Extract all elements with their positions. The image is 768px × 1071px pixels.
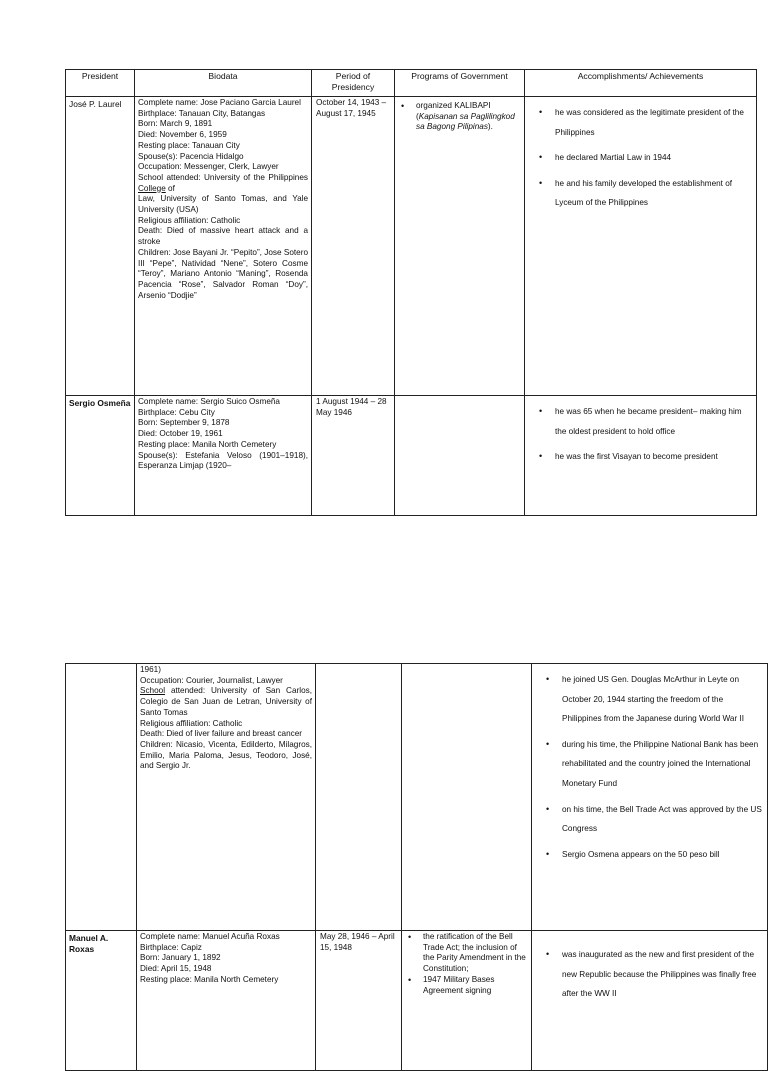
bio-line: Resting place: Tanauan City (138, 140, 240, 150)
bio-line: Spouse(s): Estefania Veloso (1901–1918), Esperanza Limjap (1920– (138, 450, 308, 471)
bio-line: Death: Died of massive heart attack and a stroke (138, 226, 308, 247)
header-president: President (66, 70, 135, 97)
list-item: • he was 65 when he became president– making him the oldest president to hold office (529, 402, 752, 441)
bio-line: Complete name: Jose Paciano Garcia Laurel (138, 98, 301, 107)
list-item: • Sergio Osmena appears on the 50 peso bill (536, 845, 763, 865)
accomplishments-cell (532, 931, 768, 1071)
bio-line: Born: March 9, 1891 (138, 119, 213, 129)
list-item: • he declared Martial Law in 1944 (529, 148, 752, 168)
president-name-cell (66, 97, 135, 396)
list-item: • was inaugurated as the new and first president of the new Republic because the Philippines was finally free after the WW II (536, 945, 763, 1004)
bio-line: Children: Nicasio, Vicenta, Edilderto, Milagros, Emilio, Maria Paloma, Jesus, Teodoro, José, and Sergio Jr. (140, 739, 312, 771)
school-text: School attended: University of the Philippines (138, 172, 308, 182)
accomplishments-cell (532, 664, 768, 931)
president-name: Sergio Osmeña (69, 398, 131, 408)
bio-line: Born: January 1, 1892 (140, 953, 221, 963)
college-link[interactable]: College (138, 183, 166, 193)
period-text: May 28, 1946 – April 15, 1948 (320, 932, 395, 952)
header-programs: Programs of Government (395, 70, 525, 97)
period-text: 1 August 1944 – 28 May 1946 (316, 397, 387, 417)
table-page-1 (65, 69, 744, 516)
programs-cell (402, 931, 532, 1071)
accomplishments-cell (525, 97, 757, 396)
presidents-table-continued (65, 663, 768, 1071)
header-row (66, 70, 757, 97)
table-row-osmena (66, 396, 757, 516)
bio-line: Death: Died of liver failure and breast cancer (140, 729, 303, 739)
bio-line: Complete name: Sergio Suico Osmeña (138, 397, 280, 406)
bio-line: Resting place: Manila North Cemetery (140, 974, 279, 984)
header-biodata: Biodata (135, 70, 312, 97)
table-page-2 (65, 663, 762, 1071)
header-period: Period of Presidency (312, 70, 395, 97)
bio-line: Born: September 9, 1878 (138, 418, 230, 428)
list-item: • he was considered as the legitimate president of the Philippines (529, 103, 752, 142)
president-name-cell (66, 931, 137, 1071)
bio-line: Died: April 15, 1948 (140, 964, 212, 974)
period-cell (312, 396, 395, 516)
president-name: Manuel A. Roxas (69, 933, 109, 954)
accomplishments-cell (525, 396, 757, 516)
list-item: • he was the first Visayan to become president (529, 447, 752, 467)
presidents-table (65, 69, 757, 516)
bio-line: Religious affiliation: Catholic (138, 215, 241, 225)
bio-line: Religious affiliation: Catholic (140, 718, 243, 728)
programs-cell (395, 396, 525, 516)
table-row-laurel (66, 97, 757, 396)
list-item: • during his time, the Philippine National Bank has been rehabilitated and the country joined the International Monetary Fund (536, 735, 763, 794)
bio-line: Died: October 19, 1961 (138, 429, 223, 439)
list-item: • on his time, the Bell Trade Act was approved by the US Congress (536, 800, 763, 839)
accomplishments-list (536, 670, 763, 864)
list-item: • 1947 Military Bases Agreement signing (404, 975, 529, 996)
list-item: • he and his family developed the establishment of Lyceum of the Philippines (529, 174, 752, 213)
bio-line: Children: Jose Bayani Jr. “Pepito”, Jose Sotero III “Pepe”, Natividad “Nene”, Sotero Cosme “Teroy”, Mariano Antonio “Maning”, Rosenda Pacencia “Rose”, Salvador Roman “Doy”, Arsenio “Dodjie” (138, 247, 308, 300)
list-item: • he joined US Gen. Douglas McArthur in Leyte on October 20, 1944 starting the freedom of the Philippines from the Japanese during World War II (536, 670, 763, 729)
school-text: attended: University of San Carlos, Colegio de San Juan de Letran, University of Santo Tomas (140, 686, 312, 717)
programs-list (404, 932, 529, 996)
period-cell (312, 97, 395, 396)
bio-line: Resting place: Manila North Cemetery (138, 439, 277, 449)
biodata-cell (137, 664, 316, 931)
bio-line: Complete name: Manuel Acuña Roxas (140, 932, 280, 941)
bio-line: Occupation: Courier, Journalist, Lawyer (140, 675, 283, 685)
biodata-cell (135, 97, 312, 396)
bio-line: Law, University of Santo Tomas, and Yale University (USA) (138, 194, 308, 215)
bio-line: Spouse(s): Pacencia Hidalgo (138, 151, 244, 161)
table-row-osmena-continued (66, 664, 768, 931)
table-row-roxas (66, 931, 768, 1071)
biodata-cell (137, 931, 316, 1071)
programs-cell (395, 97, 525, 396)
bio-school (140, 686, 312, 718)
accomplishments-list (529, 103, 752, 213)
president-name: José P. Laurel (69, 99, 122, 109)
bio-line: Birthplace: Capiz (140, 942, 202, 952)
president-name-cell (66, 396, 135, 516)
accomplishments-list (529, 402, 752, 467)
bio-line: Died: November 6, 1959 (138, 130, 227, 140)
programs-list (397, 101, 522, 133)
list-item: • the ratification of the Bell Trade Act; the inclusion of the Parity Amendment in the Constitution; (404, 932, 529, 975)
period-cell (316, 931, 402, 1071)
bio-line: Birthplace: Tanauan City, Batangas (138, 108, 266, 118)
header-accomplishments: Accomplishments/ Achievements (525, 70, 757, 97)
bio-line: Occupation: Messenger, Clerk, Lawyer (138, 162, 279, 172)
president-name-cell (66, 664, 137, 931)
period-text: October 14, 1943 – August 17, 1945 (316, 98, 387, 118)
period-cell (316, 664, 402, 931)
bio-school (138, 173, 308, 194)
programs-cell (402, 664, 532, 931)
program-italic: Kapisanan sa Paglilingkod sa Bagong Pilipinas (416, 111, 515, 132)
bio-line: 1961) (140, 665, 161, 674)
biodata-cell (135, 396, 312, 516)
list-item: • organized KALIBAPI (Kapisanan sa Paglilingkod sa Bagong Pilipinas). (397, 101, 522, 133)
school-link[interactable]: School (140, 686, 166, 696)
bio-line: Birthplace: Cebu City (138, 407, 215, 417)
accomplishments-list (536, 931, 763, 1004)
school-text-end: of (165, 183, 175, 193)
